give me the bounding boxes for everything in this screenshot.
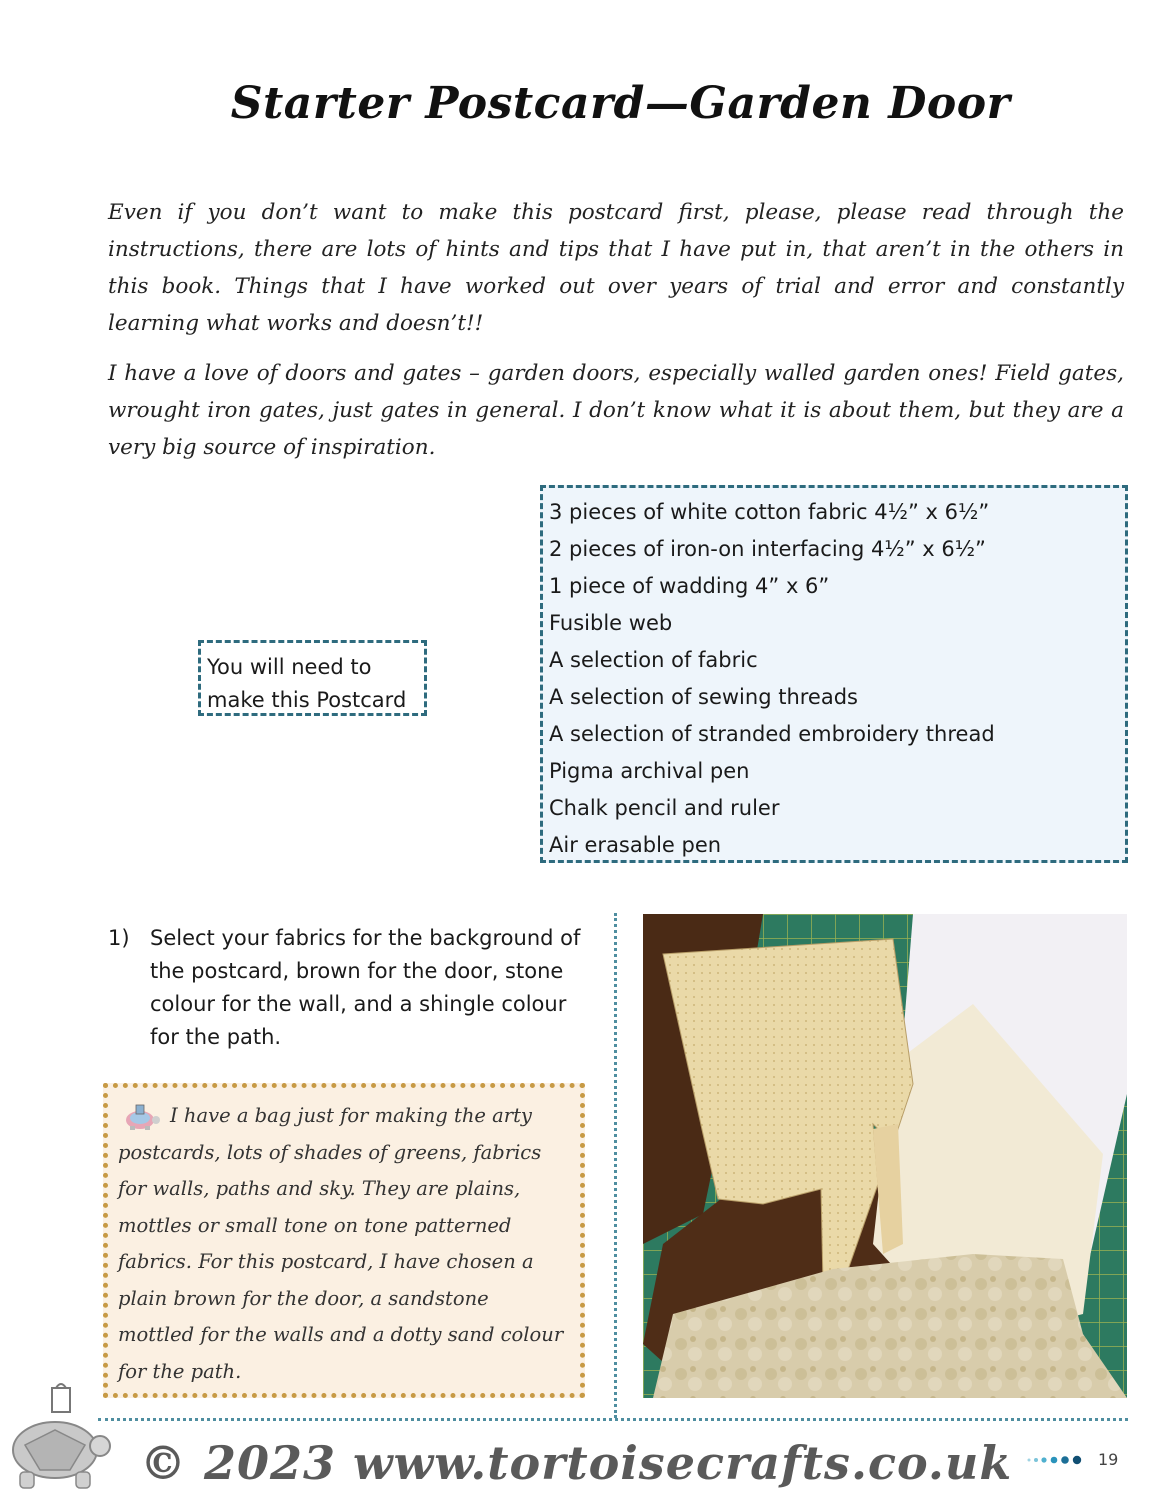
materials-item: A selection of sewing threads — [549, 685, 858, 709]
fabric-photo-image — [643, 914, 1127, 1398]
materials-item: Chalk pencil and ruler — [549, 796, 780, 820]
footer-divider — [98, 1418, 1128, 1421]
materials-item: Fusible web — [549, 611, 673, 635]
step-text: Select your fabrics for the background of the postcard, brown for the door, stone colour for the wall, and a shingle colour for the path. — [150, 926, 581, 1049]
copyright-footer: © 2023 www.tortoisecrafts.co.uk — [140, 1436, 1013, 1490]
tortoise-logo-icon — [0, 1380, 120, 1500]
materials-item: 2 pieces of iron-on interfacing 4½” x 6½” — [549, 537, 986, 561]
tortoise-tip-icon — [118, 1101, 164, 1131]
intro-paragraph-2: I have a love of doors and gates – garden doors, especially walled garden ones! Field gates, wrought iron gates, just gates in general. I don’t know what it is about them, but they are a very big source of inspiration. — [108, 361, 1124, 460]
intro-paragraph-1: Even if you don’t want to make this postcard first, please, please read through the instructions, there are lots of hints and tips that I have put in, that aren’t in the others in this book. Things that I have worked out over years of trial and error and constantly learning what works and doesn’t!! — [108, 200, 1124, 336]
materials-item: A selection of stranded embroidery thread — [549, 722, 995, 746]
fabric-photo — [643, 914, 1127, 1398]
materials-item: 3 pieces of white cotton fabric 4½” x 6½” — [549, 500, 990, 524]
materials-item: 1 piece of wadding 4” x 6” — [549, 574, 830, 598]
step-number: 1) — [108, 926, 130, 950]
page-dots-decoration — [1026, 1455, 1090, 1465]
tip-text: I have a bag just for making the arty postcards, lots of shades of greens, fabrics for walls, paths and sky. They are plains, mottles or small tone on tone patterned fabrics. For this postcard, I have chosen a plain brown for the door, a sandstone mottled for the walls and a dotty sand colour for the path. — [118, 1104, 564, 1383]
you-will-need-label: You will need to make this Postcard — [198, 640, 427, 716]
materials-item: Pigma archival pen — [549, 759, 750, 783]
materials-list — [540, 485, 1128, 863]
materials-item: A selection of fabric — [549, 648, 758, 672]
vertical-divider — [614, 913, 617, 1418]
page-title: Starter Postcard—Garden Door — [230, 78, 1011, 129]
materials-item: Air erasable pen — [549, 833, 722, 857]
tip-box — [103, 1083, 585, 1398]
page-number: 19 — [1098, 1450, 1119, 1469]
